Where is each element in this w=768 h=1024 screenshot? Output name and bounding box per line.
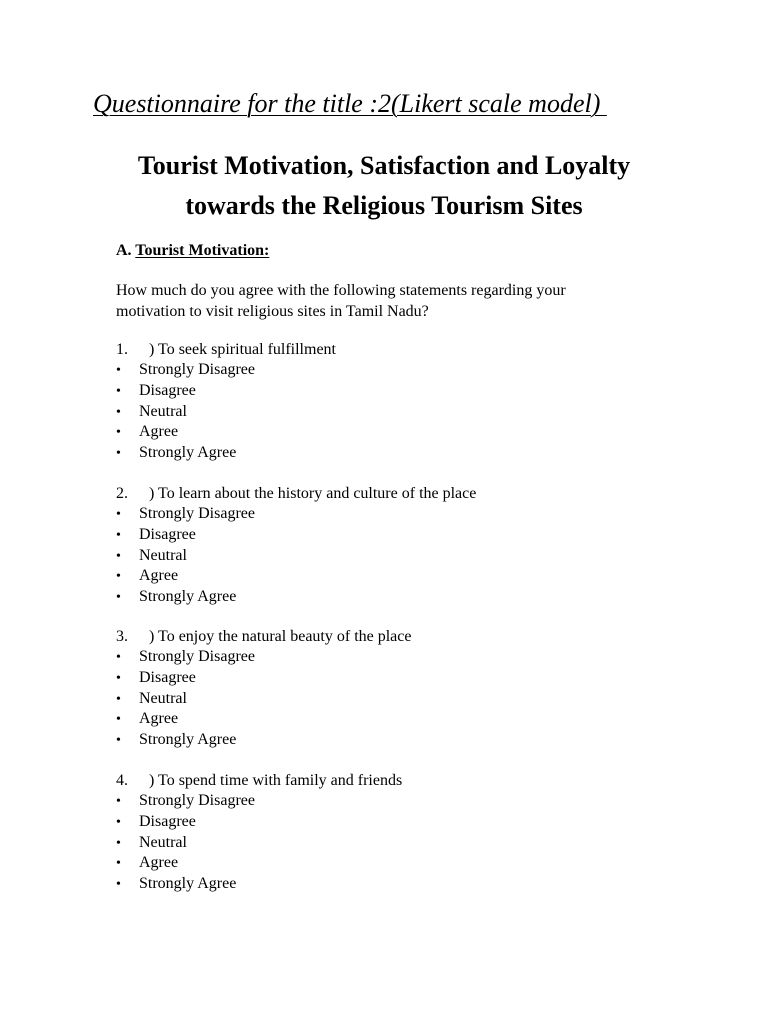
question-text: ) To spend time with family and friends	[149, 772, 403, 789]
document-title	[60, 146, 708, 226]
question-label	[116, 626, 676, 647]
option-label: Strongly Disagree	[139, 792, 255, 809]
option-disagree[interactable]	[116, 525, 676, 546]
option-list	[116, 647, 676, 751]
option-label: Agree	[139, 710, 179, 728]
bullet-icon: •	[116, 877, 121, 893]
intro-paragraph	[116, 280, 676, 322]
option-strongly-disagree[interactable]	[116, 504, 676, 525]
bullet-icon: •	[116, 363, 121, 378]
questionnaire-heading: Questionnaire for the title :2(Likert scale model)	[93, 89, 607, 118]
question-number: 4.	[116, 772, 128, 789]
bullet-icon: •	[116, 507, 121, 522]
option-label: Disagree	[139, 381, 196, 399]
option-list	[116, 791, 676, 895]
question-number: 2.	[116, 485, 128, 502]
option-strongly-agree[interactable]	[116, 443, 676, 464]
bullet-icon: •	[116, 425, 121, 441]
option-list	[116, 504, 676, 608]
bullet-icon: •	[116, 670, 121, 686]
option-label: Agree	[139, 423, 179, 441]
option-label: Strongly Agree	[139, 875, 237, 893]
question-label	[116, 770, 676, 791]
bullet-icon: •	[116, 548, 121, 564]
bullet-icon: •	[116, 856, 121, 872]
option-agree[interactable]	[116, 853, 676, 874]
bullet-icon: •	[116, 835, 121, 851]
bullet-icon: •	[116, 733, 121, 749]
question-text: ) To enjoy the natural beauty of the place	[149, 628, 412, 645]
bullet-icon: •	[116, 527, 121, 543]
option-label: Agree	[139, 567, 179, 585]
option-label: Neutral	[139, 833, 187, 851]
option-label: Strongly Disagree	[139, 648, 255, 665]
option-agree[interactable]	[116, 566, 676, 587]
question-label	[116, 483, 676, 504]
question-1	[116, 339, 676, 464]
option-disagree[interactable]	[116, 812, 676, 833]
question-text: ) To seek spiritual fulfillment	[149, 341, 336, 358]
intro-line-2: motivation to visit religious sites in Tamil Nadu?	[116, 303, 429, 320]
option-neutral[interactable]	[116, 546, 676, 567]
option-label: Disagree	[139, 812, 196, 830]
section-heading	[116, 240, 269, 262]
question-3	[116, 626, 676, 751]
option-label: Neutral	[139, 546, 187, 564]
option-strongly-disagree[interactable]	[116, 791, 676, 812]
option-label: Agree	[139, 854, 179, 872]
option-neutral[interactable]	[116, 689, 676, 710]
option-label: Strongly Agree	[139, 588, 237, 606]
bullet-icon: •	[116, 794, 121, 809]
option-list	[116, 360, 676, 464]
option-strongly-disagree[interactable]	[116, 360, 676, 381]
option-agree[interactable]	[116, 422, 676, 443]
option-label: Neutral	[139, 689, 187, 707]
bullet-icon: •	[116, 569, 121, 585]
option-strongly-agree[interactable]	[116, 874, 676, 895]
question-number: 3.	[116, 628, 128, 645]
option-neutral[interactable]	[116, 833, 676, 854]
question-text: ) To learn about the history and culture of the place	[149, 485, 477, 502]
option-label: Neutral	[139, 402, 187, 420]
option-label: Disagree	[139, 525, 196, 543]
option-label: Strongly Agree	[139, 444, 237, 462]
question-label	[116, 339, 676, 360]
question-number: 1.	[116, 341, 128, 358]
option-neutral[interactable]	[116, 402, 676, 423]
bullet-icon: •	[116, 650, 121, 665]
option-label: Disagree	[139, 668, 196, 686]
bullet-icon: •	[116, 814, 121, 830]
title-line-1: Tourist Motivation, Satisfaction and Loyalty	[137, 151, 631, 180]
option-strongly-disagree[interactable]	[116, 647, 676, 668]
option-strongly-agree[interactable]	[116, 730, 676, 751]
option-agree[interactable]	[116, 709, 676, 730]
bullet-icon: •	[116, 691, 121, 707]
bullet-icon: •	[116, 712, 121, 728]
option-disagree[interactable]	[116, 668, 676, 689]
question-2	[116, 483, 676, 608]
bullet-icon: •	[116, 383, 121, 399]
option-label: Strongly Disagree	[139, 361, 255, 378]
bullet-icon: •	[116, 404, 121, 420]
option-strongly-agree[interactable]	[116, 587, 676, 608]
section-name: Tourist Motivation:	[135, 242, 270, 259]
question-4	[116, 770, 676, 895]
option-label: Strongly Agree	[139, 731, 237, 749]
bullet-icon: •	[116, 590, 121, 606]
option-label: Strongly Disagree	[139, 505, 255, 522]
option-disagree[interactable]	[116, 381, 676, 402]
bullet-icon: •	[116, 446, 121, 462]
section-marker: A.	[116, 242, 132, 259]
intro-line-1: How much do you agree with the following statements regarding your	[116, 282, 566, 299]
title-line-2: towards the Religious Tourism Sites	[185, 191, 583, 220]
